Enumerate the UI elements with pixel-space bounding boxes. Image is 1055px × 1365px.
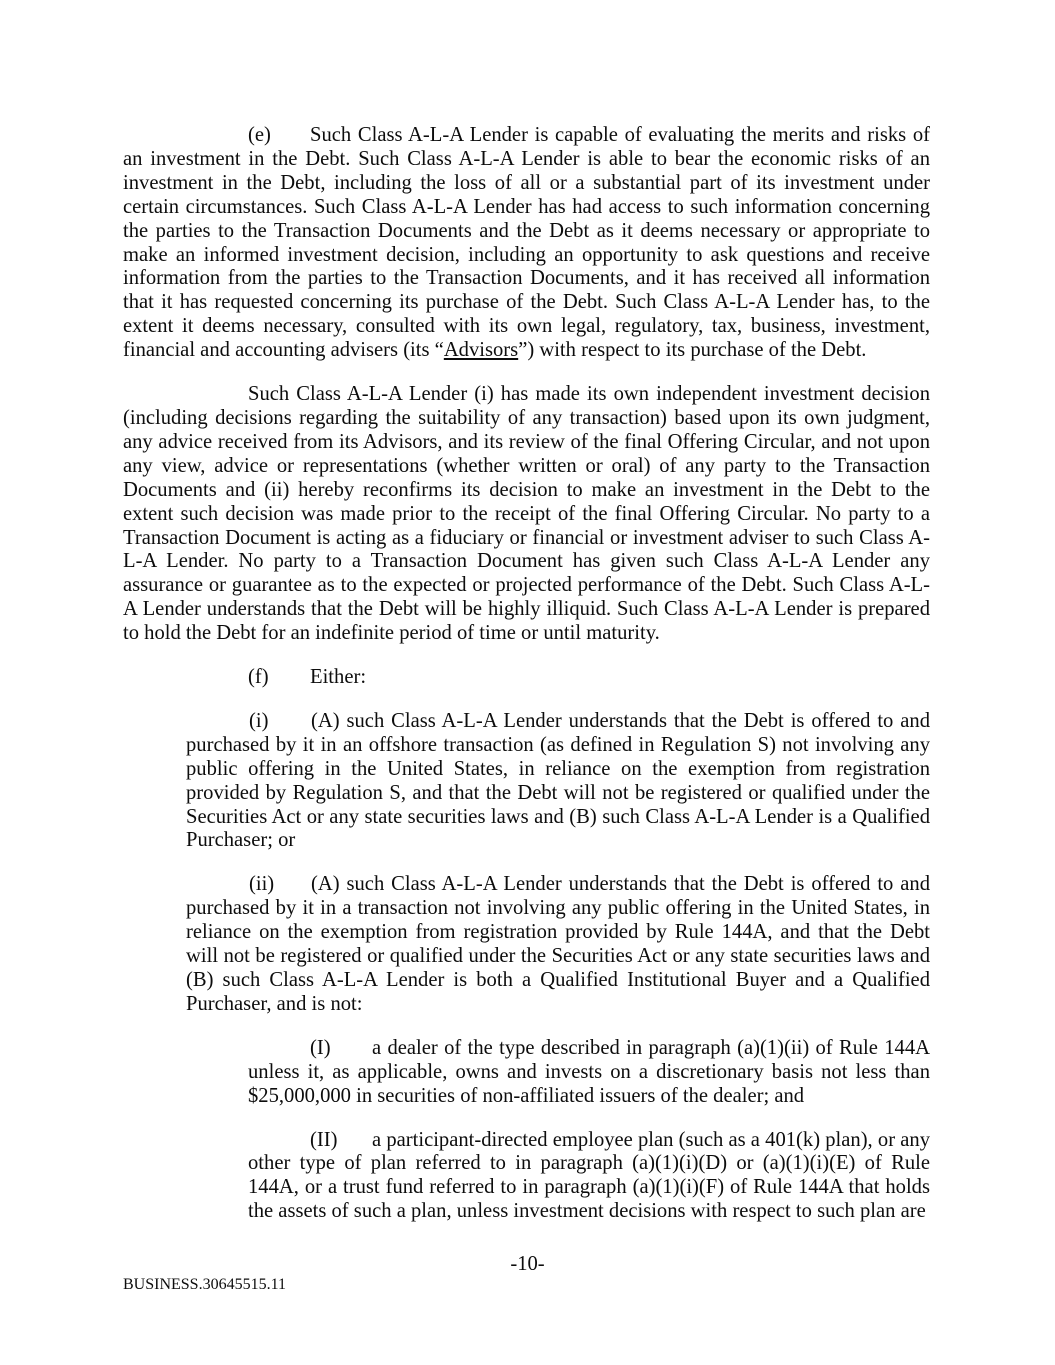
advisors-defined-term: Advisors: [443, 339, 519, 362]
paragraph-ii: [186, 873, 930, 1016]
paragraph-ii-label: (ii): [249, 873, 275, 896]
document-body: [123, 124, 930, 1244]
paragraph-f-label: (f): [248, 666, 269, 689]
document-id-footer: BUSINESS.30645515.11: [123, 1276, 286, 1293]
paragraph-e-text-after: ”) with respect to its purchase of the Debt.: [518, 339, 867, 362]
paragraph-i-text: (A) such Class A-L-A Lender understands that the Debt is offered to and purchased by it in an offshore transaction (as defined in Regulation S) not involving any public offering in the United States, in reliance on the exemption from registration provided by Regulation S, and that the Debt will not be registered or qualified under the Securities Act or any state securities laws and (B) such Class A-L-A Lender is a Qualified Purchaser; or: [186, 709, 930, 852]
paragraph-cap-i-label: (I): [310, 1036, 331, 1059]
paragraph-f-text: Either:: [310, 666, 367, 689]
paragraph-i: [186, 710, 930, 853]
paragraph-i-label: (i): [249, 709, 269, 732]
paragraph-cap-ii: [248, 1129, 930, 1225]
paragraph-e-label: (e): [248, 124, 271, 146]
paragraph-e: [123, 124, 930, 363]
page-number: -10-: [510, 1253, 545, 1275]
paragraph-cap-i: [248, 1037, 930, 1109]
paragraph-cap-ii-label: (II): [310, 1128, 338, 1151]
paragraph-ii-text: (A) such Class A-L-A Lender understands that the Debt is offered to and purchased by it in a transaction not involving any public offering in the United States, in reliance on the exemption from registration provided by Rule 144A, and that the Debt will not be registered or qualified under the Securities Act or any state securities laws and (B) such Class A-L-A Lender is both a Qualified Institutional Buyer and a Qualified Purchaser, and is not:: [186, 873, 930, 1015]
paragraph-cap-i-text: a dealer of the type described in paragraph (a)(1)(ii) of Rule 144A unless it, as applicable, owns and invests on a discretionary basis not less than $25,000,000 in securities of non-affiliated issuers of the dealer; and: [248, 1036, 930, 1107]
paragraph-independent-decision: [123, 383, 930, 646]
paragraph-e-text-before: Such Class A-L-A Lender is capable of evaluating the merits and risks of an investment in the Debt. Such Class A-L-A Lender is able to bear the economic risks of an investment in the Debt, including the loss of all or a substantial part of its investment under certain circumstances. Such Class A-L-A Lender has had access to such information concerning the parties to the Transaction Documents and the Debt as it deems necessary or appropriate to make an informed investment decision, including an opportunity to ask questions and receive information from the parties to the Transaction Documents, and it has received all information that it has requested concerning its purchase of the Debt. Such Class A-L-A Lender has, to the extent it deems necessary, consulted with its own legal, regulatory, tax, business, investment, financial and accounting advisers (its “: [123, 124, 930, 362]
paragraph-independent-decision-text: Such Class A-L-A Lender (i) has made its own independent investment decision (including decisions regarding the suitability of any transaction) based upon its own judgment, any advice received from its Advisors, and its review of the final Offering Circular, and not upon any view, advice or representations (whether written or oral) of any party to the Transaction Documents and (ii) hereby reconfirms its decision to make an investment in the Debt to the extent such decision was made prior to the receipt of the final Offering Circular. No party to a Transaction Document is acting as a fiduciary or financial or investment adviser to such Class A-L-A Lender. No party to a Transaction Document has given such Class A-L-A Lender any assurance or guarantee as to the expected or projected performance of the Debt. Such Class A-L-A Lender understands that the Debt will be highly illiquid. Such Class A-L-A Lender is prepared to hold the Debt for an indefinite period of time or until maturity.: [123, 383, 930, 645]
paragraph-f: [123, 666, 930, 690]
paragraph-cap-ii-text: a participant-directed employee plan (such as a 401(k) plan), or any other type of plan referred to in paragraph (a)(1)(i)(D) or (a)(1)(i)(E) of Rule 144A, or a trust fund referred to in paragraph (a)(1)(i)(F) of Rule 144A that holds the assets of such a plan, unless investment decisions with respect to such plan are: [248, 1128, 930, 1223]
